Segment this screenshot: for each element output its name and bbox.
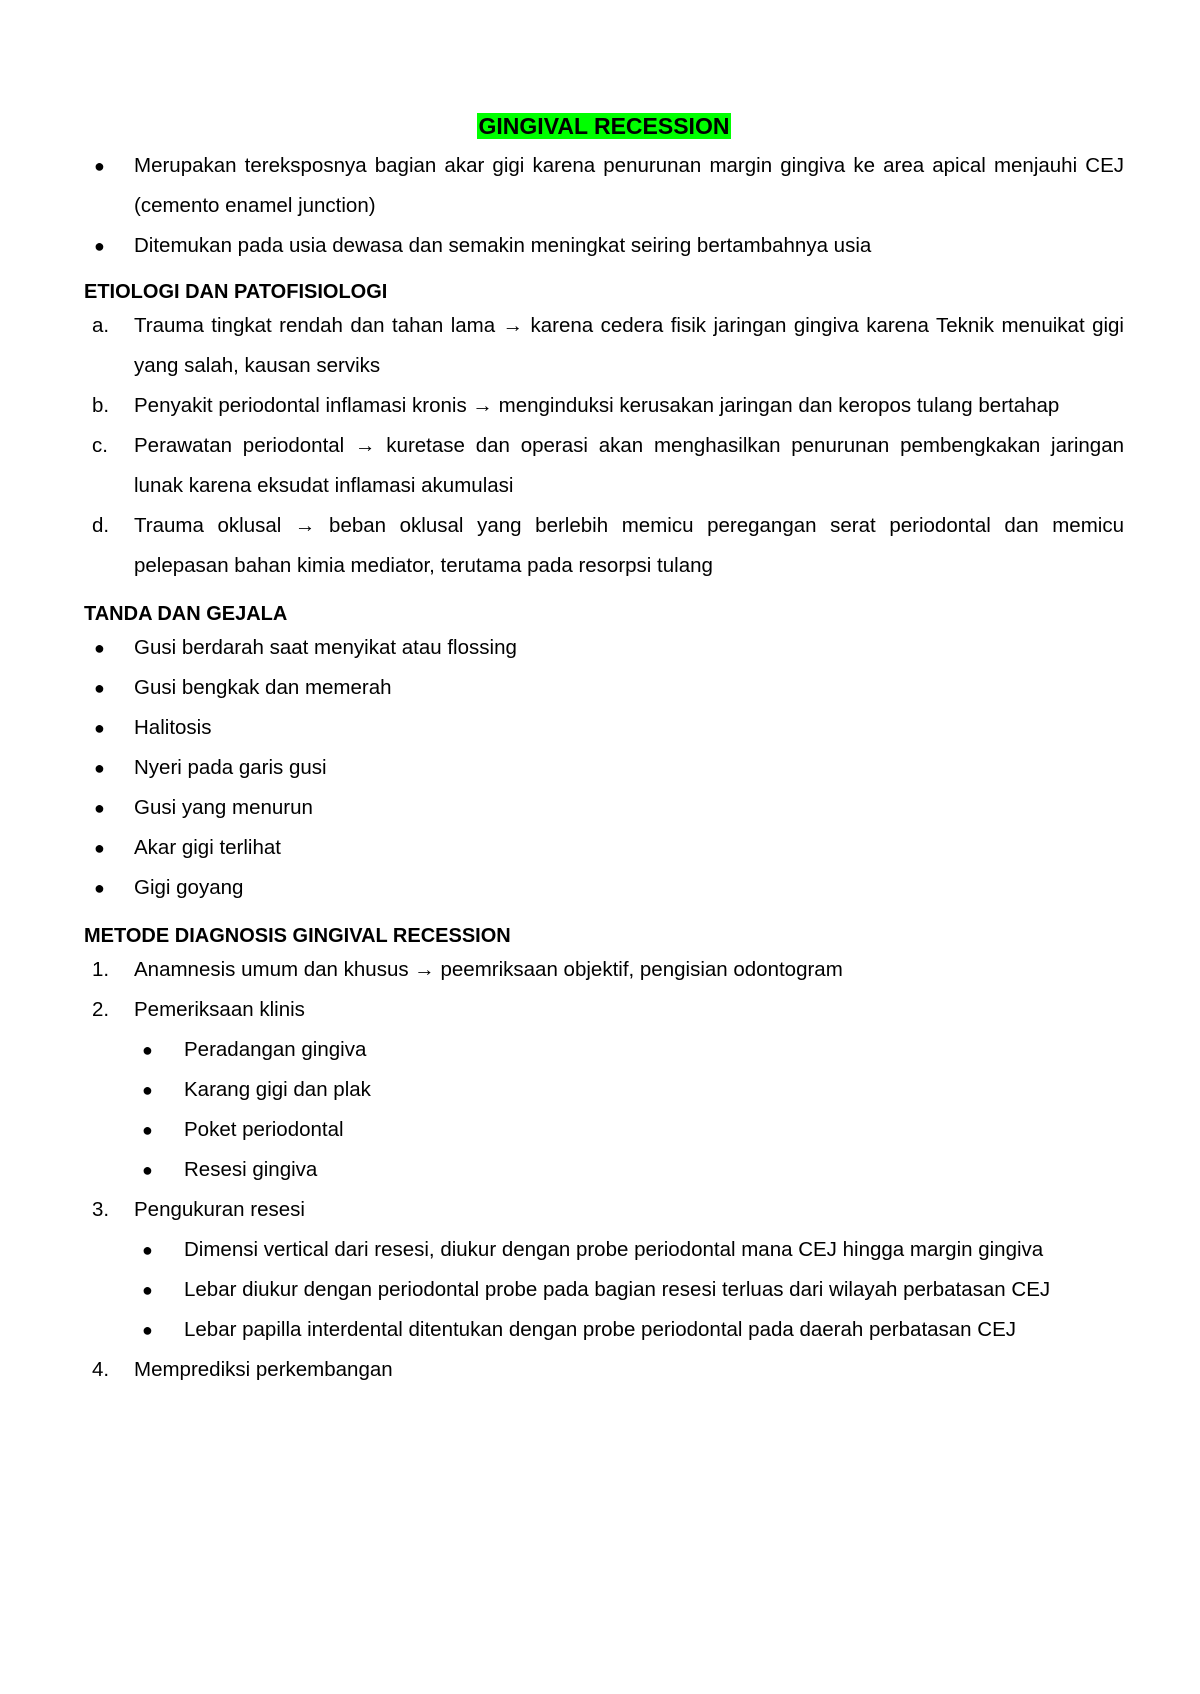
- list-item-text: Lebar papilla interdental ditentukan dengan probe periodontal pada daerah perbatasan CEJ: [184, 1318, 1017, 1341]
- list-item: [84, 1310, 1124, 1350]
- list-item: [84, 1190, 1124, 1230]
- list-item-text: Nyeri pada garis gusi: [134, 756, 327, 779]
- list-item: [84, 1110, 1124, 1150]
- list-item: [84, 868, 1124, 908]
- list-item-text: Perawatan periodontal → kuretase dan operasi akan menghasilkan penurunan pembengkakan jaringan lunak karena eksudat inflamasi akumulasi: [134, 434, 1124, 497]
- bullet-icon: ●: [142, 1160, 153, 1180]
- bullet-icon: ●: [142, 1080, 153, 1100]
- list-item-text: Gusi berdarah saat menyikat atau flossing: [134, 636, 517, 659]
- bullet-icon: ●: [94, 798, 105, 818]
- list-item-text: Gusi yang menurun: [134, 796, 313, 819]
- list-item-text: Trauma oklusal → beban oklusal yang berlebih memicu peregangan serat periodontal dan memicu pelepasan bahan kimia mediator, terutama pada resorpsi tulang: [134, 514, 1124, 577]
- list-item-text: Dimensi vertical dari resesi, diukur dengan probe periodontal mana CEJ hingga margin gingiva: [184, 1238, 1044, 1261]
- list-item: [84, 828, 1124, 868]
- list-item: [84, 950, 1124, 990]
- bullet-icon: ●: [94, 156, 105, 176]
- list-item: [84, 990, 1124, 1030]
- section-heading-tanda: TANDA DAN GEJALA: [84, 603, 288, 625]
- list-item-text: Gigi goyang: [134, 876, 244, 899]
- list-marker: b.: [92, 394, 110, 417]
- list-marker: 3.: [92, 1198, 110, 1221]
- list-marker: 1.: [92, 958, 110, 981]
- list-marker: 4.: [92, 1358, 110, 1381]
- list-item: [84, 1030, 1124, 1070]
- list-item-text: Lebar diukur dengan periodontal probe pada bagian resesi terluas dari wilayah perbatasan CEJ: [184, 1278, 1051, 1301]
- list-item-text: Halitosis: [134, 716, 212, 739]
- intro-list: [84, 146, 1124, 266]
- bullet-icon: ●: [94, 638, 105, 658]
- list-marker: 2.: [92, 998, 110, 1021]
- list-item-text: Poket periodontal: [184, 1118, 344, 1141]
- bullet-icon: ●: [142, 1120, 153, 1140]
- list-item-text: Trauma tingkat rendah dan tahan lama → karena cedera fisik jaringan gingiva karena Teknik menuikat gigi yang salah, kausan serviks: [134, 314, 1124, 377]
- list-item: [84, 1350, 1124, 1390]
- list-item: [84, 1230, 1124, 1270]
- list-marker: c.: [92, 434, 108, 457]
- bullet-icon: ●: [142, 1040, 153, 1060]
- list-item: [84, 1070, 1124, 1110]
- document-page: [84, 112, 1124, 1390]
- list-item: [84, 668, 1124, 708]
- section-heading-etiologi: ETIOLOGI DAN PATOFISIOLOGI: [84, 281, 388, 303]
- list-item: [84, 708, 1124, 748]
- list-item-text: Peradangan gingiva: [184, 1038, 367, 1061]
- document-title: [84, 112, 1124, 140]
- bullet-icon: ●: [142, 1240, 153, 1260]
- bullet-icon: ●: [94, 878, 105, 898]
- list-item: [84, 426, 1124, 506]
- list-item-text: Resesi gingiva: [184, 1158, 318, 1181]
- list-item: [84, 226, 1124, 266]
- list-item-text: Pengukuran resesi: [134, 1198, 305, 1221]
- bullet-icon: ●: [94, 758, 105, 778]
- bullet-icon: ●: [94, 718, 105, 738]
- list-item-text: Akar gigi terlihat: [134, 836, 281, 859]
- list-item: [84, 146, 1124, 226]
- list-item-text: Ditemukan pada usia dewasa dan semakin meningkat seiring bertambahnya usia: [134, 234, 872, 257]
- metode-list: [84, 950, 1124, 1030]
- list-item: [84, 748, 1124, 788]
- list-item-text: Penyakit periodontal inflamasi kronis → menginduksi kerusakan jaringan dan keropos tulang bertahap: [134, 394, 1060, 417]
- list-item: [84, 506, 1124, 586]
- bullet-icon: ●: [94, 678, 105, 698]
- list-marker: a.: [92, 314, 110, 337]
- tanda-list: [84, 628, 1124, 908]
- list-item-text: Merupakan tereksposnya bagian akar gigi karena penurunan margin gingiva ke area apical menjauhi CEJ (cemento enamel junction): [134, 154, 1124, 217]
- list-item-text: Pemeriksaan klinis: [134, 998, 305, 1021]
- list-item: [84, 306, 1124, 386]
- pengukuran-sublist: [84, 1230, 1124, 1350]
- bullet-icon: ●: [94, 236, 105, 256]
- pemeriksaan-sublist: [84, 1030, 1124, 1190]
- list-item: [84, 1150, 1124, 1190]
- etiologi-list: [84, 306, 1124, 586]
- list-item-text: Gusi bengkak dan memerah: [134, 676, 392, 699]
- bullet-icon: ●: [142, 1320, 153, 1340]
- title-highlight: GINGIVAL RECESSION: [478, 113, 730, 139]
- list-marker: d.: [92, 514, 110, 537]
- list-item: [84, 788, 1124, 828]
- list-item: [84, 1270, 1124, 1310]
- metode-list-end: [84, 1350, 1124, 1390]
- section-heading-metode: METODE DIAGNOSIS GINGIVAL RECESSION: [84, 925, 511, 947]
- list-item: [84, 386, 1124, 426]
- bullet-icon: ●: [94, 838, 105, 858]
- list-item-text: Karang gigi dan plak: [184, 1078, 371, 1101]
- bullet-icon: ●: [142, 1280, 153, 1300]
- metode-list-cont: [84, 1190, 1124, 1230]
- list-item: [84, 628, 1124, 668]
- list-item-text: Memprediksi perkembangan: [134, 1358, 393, 1381]
- list-item-text: Anamnesis umum dan khusus → peemriksaan objektif, pengisian odontogram: [134, 958, 843, 981]
